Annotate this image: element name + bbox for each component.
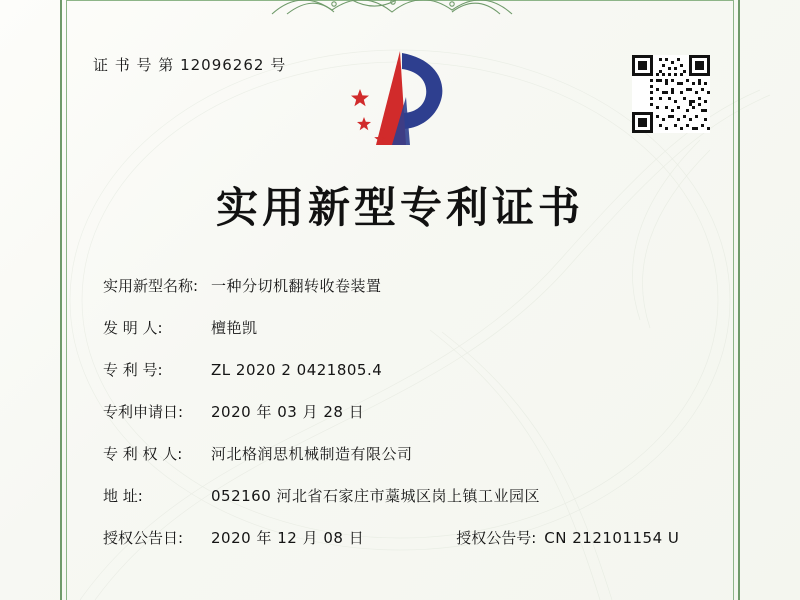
field-announcement-row	[103, 527, 700, 548]
field-label: 发 明 人:	[103, 319, 163, 337]
announcement-number-value: CN 212101154 U	[544, 529, 680, 547]
field-label: 专 利 号:	[103, 361, 163, 379]
field-label: 专利申请日:	[103, 403, 184, 421]
field-utility-model-name	[103, 275, 700, 296]
field-address	[103, 485, 700, 506]
ornament-band	[62, 0, 738, 16]
field-label: 地 址:	[103, 487, 143, 505]
field-patent-number	[103, 359, 700, 380]
qr-code	[632, 55, 710, 133]
field-patentee	[103, 443, 700, 464]
announcement-date-value: 2020 年 12 月 08 日	[211, 529, 365, 547]
announcement-number-label: 授权公告号:	[456, 529, 537, 547]
field-value: 檀艳凯	[211, 319, 258, 337]
announcement-date-label: 授权公告日:	[103, 529, 184, 547]
field-label: 专 利 权 人:	[103, 445, 183, 463]
field-application-date	[103, 401, 700, 422]
page-title: 实用新型专利证书	[215, 183, 584, 232]
field-list	[103, 275, 700, 548]
field-value: 052160 河北省石家庄市藁城区岗上镇工业园区	[211, 487, 541, 505]
patent-office-logo	[340, 45, 460, 155]
field-value: 河北格润思机械制造有限公司	[211, 445, 413, 463]
field-value: ZL 2020 2 0421805.4	[211, 361, 383, 379]
field-label: 实用新型名称:	[103, 277, 199, 295]
field-inventor	[103, 317, 700, 338]
field-value: 2020 年 03 月 28 日	[211, 403, 365, 421]
field-value: 一种分切机翻转收卷装置	[211, 277, 382, 295]
certificate-number: 证 书 号 第 12096262 号	[93, 56, 287, 74]
